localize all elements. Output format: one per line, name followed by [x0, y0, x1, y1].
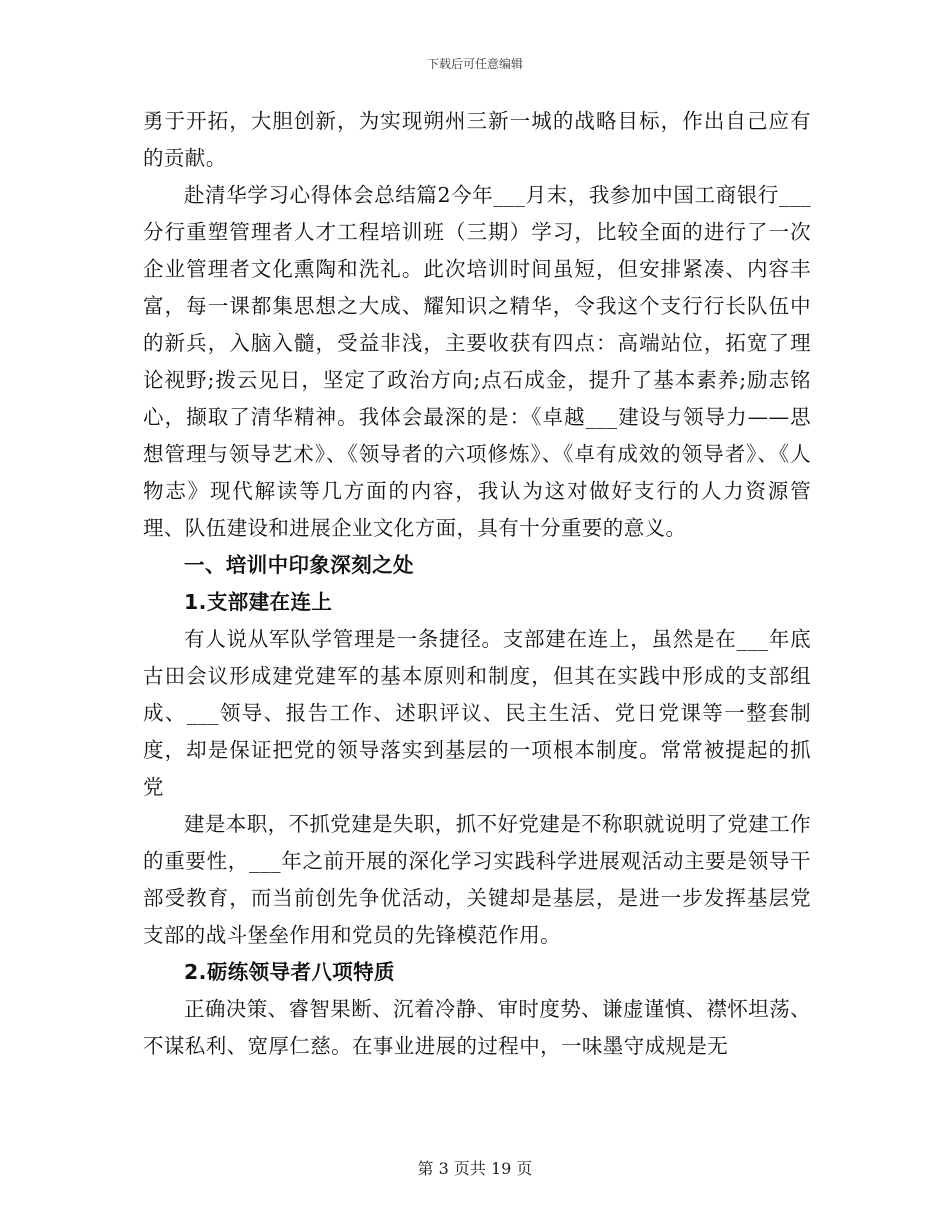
paragraph-4: 建是本职，不抓党建是失职，抓不好党建是不称职就说明了党建工作的重要性，___年之前开展的深化学习实践科学进展观活动主要是领导干部受教育，而当前创先争优活动，关键却是基层，是进一步发挥基层党支部的战斗堡垒作用和党员的先锋模范作用。 — [143, 812, 811, 947]
document-body — [143, 103, 811, 1065]
subsection-heading-2: 2.砺练领导者八项特质 — [184, 960, 395, 984]
paragraph-5: 正确决策、睿智果断、沉着冷静、审时度势、谦虚谨慎、襟怀坦荡、不谋私利、宽厚仁慈。在事业进展的过程中，一味墨守成规是无 — [143, 997, 811, 1058]
page-header: 下载后可任意编辑 — [426, 57, 523, 71]
paragraph-2: 赴清华学习心得体会总结篇2今年___月末，我参加中国工商银行___分行重塑管理者人才工程培训班（三期）学习，比较全面的进行了一次企业管理者文化熏陶和洗礼。此次培训时间虽短，但安排紧凑、内容丰富，每一课都集思想之大成、耀知识之精华，令我这个支行行长队伍中的新兵，入脑入髓，受益非浅，主要收获有四点：高端站位，拓宽了理论视野;拨云见日，坚定了政治方向;点石成金，提升了基本素养;励志铭心，撷取了清华精神。我体会最深的是：《卓越___建设与领导力——思想管理与领导艺术》、《领导者的六项修炼》、《卓有成效的领导者》、《人物志》现代解读等几方面的内容，我认为这对做好支行的人力资源管理、队伍建设和进展企业文化方面，具有十分重要的意义。 — [143, 183, 811, 540]
subsection-heading-1: 1.支部建在连上 — [184, 590, 333, 614]
section-heading-1: 一、培训中印象深刻之处 — [184, 553, 414, 577]
paragraph-3: 有人说从军队学管理是一条捷径。支部建在连上，虽然是在___年底古田会议形成建党建军的基本原则和制度，但其在实践中形成的支部组成、___领导、报告工作、述职评议、民主生活、党日党课等一整套制度，却是保证把党的领导落实到基层的一项根本制度。常常被提起的抓党 — [143, 627, 811, 799]
page-footer: 第 3 页共 19 页 — [417, 1159, 533, 1178]
paragraph-1: 勇于开拓，大胆创新，为实现朔州三新一城的战略目标，作出自己应有的贡献。 — [143, 109, 811, 170]
